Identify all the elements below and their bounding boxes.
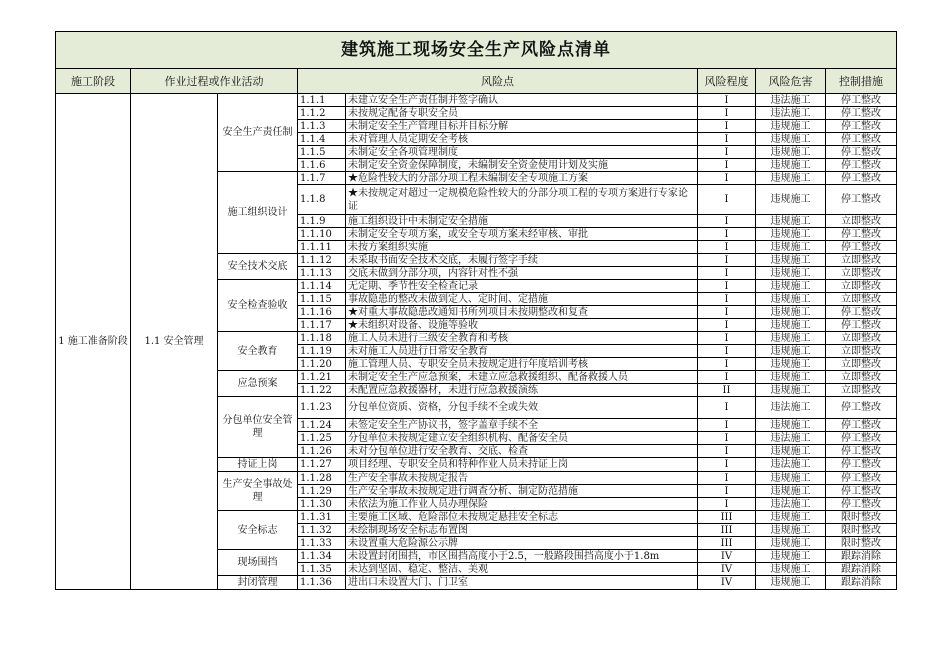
risk-level: I (698, 458, 756, 472)
risk-harm: 违规施工 (756, 215, 826, 228)
risk-point: 施工人员未进行三级安全教育和考核 (346, 332, 698, 345)
control-measure: 停工整改 (826, 445, 897, 458)
risk-level: I (698, 445, 756, 458)
risk-level: I (698, 293, 756, 306)
control-measure: 立即整改 (826, 254, 897, 267)
risk-harm: 违法施工 (756, 397, 826, 419)
header-activity: 作业过程或作业活动 (131, 69, 298, 94)
control-measure: 停工整改 (826, 107, 897, 120)
risk-code: 1.1.34 (298, 550, 346, 563)
risk-level: I (698, 345, 756, 358)
risk-harm: 违法施工 (756, 458, 826, 472)
risk-code: 1.1.1 (298, 94, 346, 107)
risk-level: I (698, 485, 756, 498)
risk-level: I (698, 358, 756, 371)
control-measure: 停工整改 (826, 397, 897, 419)
header-stage: 施工阶段 (56, 69, 131, 94)
risk-point: 生产安全事故未按规定进行调查分析、制定防范措施 (346, 485, 698, 498)
table-row (56, 94, 897, 107)
control-measure: 跟踪消除 (826, 576, 897, 590)
risk-level: I (698, 306, 756, 319)
risk-code: 1.1.15 (298, 293, 346, 306)
risk-code: 1.1.2 (298, 107, 346, 120)
risk-level: II (698, 384, 756, 397)
risk-level: IV (698, 576, 756, 590)
control-measure: 停工整改 (826, 228, 897, 241)
risk-harm: 违规施工 (756, 185, 826, 215)
risk-point: 未制定安全资金保障制度，未编制安全资金使用计划及实施 (346, 159, 698, 172)
risk-point: 生产安全事故未按规定报告 (346, 472, 698, 485)
control-measure: 立即整改 (826, 280, 897, 293)
risk-point: 分包单位未按规定建立安全组织机构、配备安全员 (346, 432, 698, 445)
control-measure: 限时整改 (826, 537, 897, 550)
risk-point: 施工组织设计中未制定安全措施 (346, 215, 698, 228)
risk-point: 未制定安全各项管理制度 (346, 146, 698, 159)
risk-code: 1.1.16 (298, 306, 346, 319)
risk-harm: 违规施工 (756, 120, 826, 133)
control-measure: 限时整改 (826, 524, 897, 537)
risk-code: 1.1.30 (298, 498, 346, 511)
risk-point: 项目经理、专职安全员和特种作业人员未持证上岗 (346, 458, 698, 472)
risk-harm: 违规施工 (756, 267, 826, 280)
control-measure: 停工整改 (826, 146, 897, 159)
risk-level: I (698, 120, 756, 133)
risk-point: 未按方案组织实施 (346, 241, 698, 254)
risk-point: 交底未做到分部分项，内容针对性不强 (346, 267, 698, 280)
control-measure: 跟踪消除 (826, 563, 897, 576)
risk-level: I (698, 332, 756, 345)
activity-cell: 生产安全事故处理 (218, 472, 298, 511)
risk-table (55, 31, 897, 590)
risk-level: I (698, 241, 756, 254)
risk-point: 未制定安全生产管理目标并目标分解 (346, 120, 698, 133)
risk-harm: 违规施工 (756, 419, 826, 432)
risk-harm: 违规施工 (756, 371, 826, 384)
risk-code: 1.1.27 (298, 458, 346, 472)
risk-point: 未达到坚固、稳定、整洁、美观 (346, 563, 698, 576)
activity-cell: 安全检查验收 (218, 280, 298, 332)
risk-point: 主要施工区域、危险部位未按规定悬挂安全标志 (346, 511, 698, 524)
process-cell: 1.1 安全管理 (131, 94, 218, 590)
risk-code: 1.1.22 (298, 384, 346, 397)
risk-code: 1.1.26 (298, 445, 346, 458)
risk-harm: 违规施工 (756, 254, 826, 267)
risk-point: 未对分包单位进行安全教育、交底、检查 (346, 445, 698, 458)
risk-level: I (698, 146, 756, 159)
control-measure: 停工整改 (826, 159, 897, 172)
control-measure: 立即整改 (826, 332, 897, 345)
risk-point: ★未组织对设备、设施等验收 (346, 319, 698, 332)
risk-harm: 违规施工 (756, 319, 826, 332)
activity-cell: 安全标志 (218, 511, 298, 550)
activity-cell: 现场围挡 (218, 550, 298, 576)
risk-point: 未签定安全生产协议书，签字盖章手续不全 (346, 419, 698, 432)
risk-point: 无定期、季节性安全检查记录 (346, 280, 698, 293)
risk-code: 1.1.5 (298, 146, 346, 159)
risk-code: 1.1.32 (298, 524, 346, 537)
activity-cell: 分包单位安全管理 (218, 397, 298, 458)
risk-harm: 违规施工 (756, 306, 826, 319)
page-title: 建筑施工现场安全生产风险点清单 (56, 32, 897, 69)
risk-harm: 违规施工 (756, 563, 826, 576)
risk-point: 未绘制现场安全标志布置图 (346, 524, 698, 537)
header-row (56, 69, 897, 94)
risk-level: I (698, 280, 756, 293)
risk-harm: 违规施工 (756, 228, 826, 241)
control-measure: 停工整改 (826, 458, 897, 472)
risk-harm: 违法施工 (756, 498, 826, 511)
risk-harm: 违法施工 (756, 107, 826, 120)
risk-point: 未对施工人员进行日常安全教育 (346, 345, 698, 358)
risk-code: 1.1.21 (298, 371, 346, 384)
risk-point: 未设置重大危险源公示牌 (346, 537, 698, 550)
control-measure: 停工整改 (826, 498, 897, 511)
risk-point: 未依法为施工作业人员办理保险 (346, 498, 698, 511)
risk-code: 1.1.17 (298, 319, 346, 332)
control-measure: 限时整改 (826, 511, 897, 524)
control-measure: 停工整改 (826, 472, 897, 485)
risk-point: 未配置应急救援器材，未进行应急救援演练 (346, 384, 698, 397)
risk-code: 1.1.3 (298, 120, 346, 133)
risk-code: 1.1.20 (298, 358, 346, 371)
risk-point: ★对重大事故隐患改通知书所列项目未按期整改和复查 (346, 306, 698, 319)
risk-harm: 违规施工 (756, 159, 826, 172)
control-measure: 停工整改 (826, 485, 897, 498)
risk-level: IV (698, 563, 756, 576)
control-measure: 立即整改 (826, 267, 897, 280)
risk-level: I (698, 185, 756, 215)
risk-harm: 违规施工 (756, 172, 826, 185)
control-measure: 停工整改 (826, 432, 897, 445)
risk-harm: 违规施工 (756, 511, 826, 524)
risk-level: IV (698, 550, 756, 563)
activity-cell: 持证上岗 (218, 458, 298, 472)
control-measure: 立即整改 (826, 215, 897, 228)
control-measure: 停工整改 (826, 241, 897, 254)
risk-level: I (698, 133, 756, 146)
control-measure: 跟踪消除 (826, 550, 897, 563)
control-measure: 停工整改 (826, 94, 897, 107)
risk-level: III (698, 524, 756, 537)
risk-level: I (698, 107, 756, 120)
risk-code: 1.1.11 (298, 241, 346, 254)
risk-code: 1.1.19 (298, 345, 346, 358)
risk-level: I (698, 472, 756, 485)
risk-harm: 违规施工 (756, 280, 826, 293)
risk-code: 1.1.9 (298, 215, 346, 228)
activity-cell: 安全技术交底 (218, 254, 298, 280)
header-risk-level: 风险程度 (698, 69, 756, 94)
risk-code: 1.1.6 (298, 159, 346, 172)
activity-cell: 封闭管理 (218, 576, 298, 590)
control-measure: 停工整改 (826, 185, 897, 215)
control-measure: 停工整改 (826, 306, 897, 319)
risk-harm: 违规施工 (756, 485, 826, 498)
header-risk-harm: 风险危害 (756, 69, 826, 94)
risk-harm: 违规施工 (756, 537, 826, 550)
control-measure: 停工整改 (826, 419, 897, 432)
control-measure: 停工整改 (826, 319, 897, 332)
activity-cell: 应急预案 (218, 371, 298, 397)
risk-level: I (698, 267, 756, 280)
control-measure: 停工整改 (826, 120, 897, 133)
risk-point: 事故隐患的整改未做到定人、定时间、定措施 (346, 293, 698, 306)
risk-level: III (698, 537, 756, 550)
risk-code: 1.1.14 (298, 280, 346, 293)
risk-harm: 违法施工 (756, 94, 826, 107)
header-risk-point: 风险点 (298, 69, 698, 94)
risk-level: I (698, 215, 756, 228)
risk-harm: 违规施工 (756, 550, 826, 563)
risk-code: 1.1.36 (298, 576, 346, 590)
risk-code: 1.1.29 (298, 485, 346, 498)
risk-code: 1.1.10 (298, 228, 346, 241)
activity-cell: 安全生产责任制 (218, 94, 298, 172)
risk-code: 1.1.31 (298, 511, 346, 524)
risk-point: 未制定安全专项方案，或安全专项方案未经审核、审批 (346, 228, 698, 241)
risk-code: 1.1.28 (298, 472, 346, 485)
risk-harm: 违规施工 (756, 146, 826, 159)
risk-harm: 违法施工 (756, 432, 826, 445)
risk-point: 未制定安全生产应急预案，未建立应急救援组织、配备救援人员 (346, 371, 698, 384)
risk-point: 未采取书面安全技术交底，未履行签字手续 (346, 254, 698, 267)
risk-point: 未设置封闭围挡，市区围挡高度小于2.5，一般路段围挡高度小于1.8m (346, 550, 698, 563)
risk-level: I (698, 371, 756, 384)
risk-point: 未对管理人员定期安全考核 (346, 133, 698, 146)
risk-point: 施工管理人员、专职安全员未按规定进行年度培训考核 (346, 358, 698, 371)
risk-harm: 违规施工 (756, 524, 826, 537)
risk-code: 1.1.24 (298, 419, 346, 432)
risk-code: 1.1.18 (298, 332, 346, 345)
control-measure: 立即整改 (826, 384, 897, 397)
control-measure: 立即整改 (826, 371, 897, 384)
risk-code: 1.1.33 (298, 537, 346, 550)
stage-cell: 1 施工准备阶段 (56, 94, 131, 590)
risk-harm: 违规施工 (756, 133, 826, 146)
risk-level: III (698, 511, 756, 524)
risk-level: I (698, 228, 756, 241)
risk-code: 1.1.12 (298, 254, 346, 267)
control-measure: 停工整改 (826, 133, 897, 146)
control-measure: 立即整改 (826, 358, 897, 371)
risk-harm: 违规施工 (756, 576, 826, 590)
header-control-measure: 控制措施 (826, 69, 897, 94)
risk-point: 未按规定配备专职安全员 (346, 107, 698, 120)
risk-harm: 违规施工 (756, 332, 826, 345)
risk-point: ★危险性较大的分部分项工程未编制安全专项施工方案 (346, 172, 698, 185)
control-measure: 停工整改 (826, 172, 897, 185)
risk-point: 进出口未设置大门、门卫室 (346, 576, 698, 590)
risk-level: I (698, 254, 756, 267)
risk-level: I (698, 498, 756, 511)
control-measure: 立即整改 (826, 345, 897, 358)
risk-code: 1.1.35 (298, 563, 346, 576)
risk-harm: 违规施工 (756, 384, 826, 397)
risk-point: ★未按规定对超过一定规模危险性较大的分部分项工程的专项方案进行专家论证 (346, 185, 698, 215)
risk-code: 1.1.13 (298, 267, 346, 280)
activity-cell: 施工组织设计 (218, 172, 298, 254)
risk-harm: 违规施工 (756, 445, 826, 458)
risk-harm: 违规施工 (756, 472, 826, 485)
activity-cell: 安全教育 (218, 332, 298, 371)
risk-level: I (698, 159, 756, 172)
risk-code: 1.1.25 (298, 432, 346, 445)
risk-level: I (698, 397, 756, 419)
risk-code: 1.1.4 (298, 133, 346, 146)
risk-code: 1.1.7 (298, 172, 346, 185)
risk-level: I (698, 432, 756, 445)
risk-level: I (698, 319, 756, 332)
risk-harm: 违规施工 (756, 241, 826, 254)
risk-level: I (698, 419, 756, 432)
control-measure: 立即整改 (826, 293, 897, 306)
risk-point: 未建立安全生产责任制并签字确认 (346, 94, 698, 107)
risk-harm: 违规施工 (756, 293, 826, 306)
risk-harm: 违规施工 (756, 345, 826, 358)
risk-code: 1.1.8 (298, 185, 346, 215)
risk-code: 1.1.23 (298, 397, 346, 419)
risk-level: I (698, 94, 756, 107)
risk-point: 分包单位资质、资格，分包手续不全或失效 (346, 397, 698, 419)
risk-harm: 违规施工 (756, 358, 826, 371)
risk-level: I (698, 172, 756, 185)
